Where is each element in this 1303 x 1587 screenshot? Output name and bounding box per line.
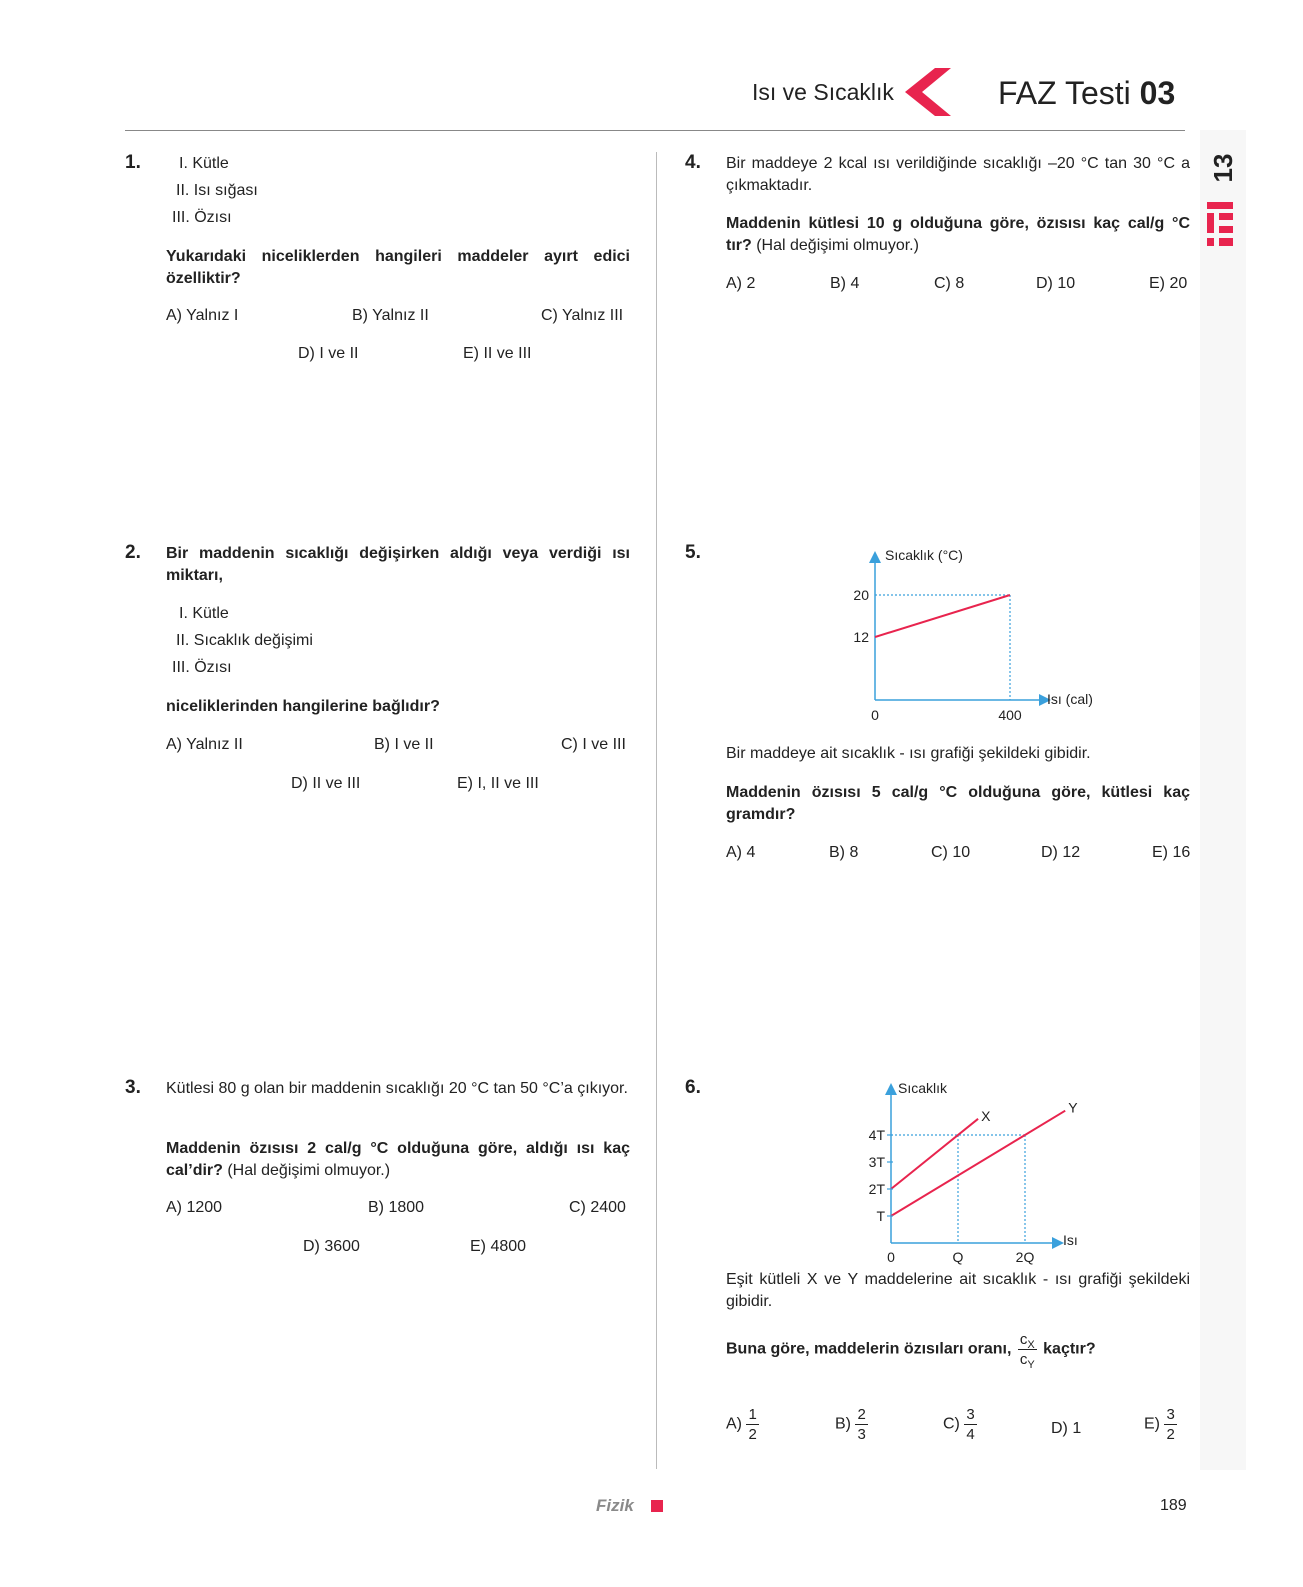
question-bold: Maddenin kütlesi 10 g olduğuna göre, özısısı kaç cal/g °C tır? <box>726 215 1190 254</box>
y-tick-label: 3T <box>868 1154 885 1170</box>
series-label: X <box>981 1107 991 1124</box>
x-tick-label: 2Q <box>1015 1249 1035 1265</box>
question-text <box>726 1330 1096 1369</box>
answer-option[interactable]: E) 4800 <box>470 1238 527 1255</box>
y-tick-label: 20 <box>853 587 869 603</box>
answer-option-b[interactable]: B) $\frac{2}{3}$ <box>835 1406 866 1443</box>
list-item: II. Sıcaklık değişimi <box>176 632 313 649</box>
answer-option[interactable]: C) 8 <box>934 275 965 292</box>
question-text: niceliklerinden hangilerine bağlıdır? <box>166 698 440 715</box>
list-item: I. Kütle <box>179 605 229 622</box>
question-number: 1. <box>125 152 141 173</box>
test-label: FAZ Testi <box>998 75 1131 111</box>
footer-subject: Fizik <box>596 1496 634 1515</box>
question-text <box>726 213 1190 257</box>
answer-option[interactable]: D) II ve III <box>291 775 361 792</box>
question-number: 5. <box>685 542 701 563</box>
question-number: 6. <box>685 1077 701 1098</box>
question-intro: Kütlesi 80 g olan bir maddenin sıcaklığı 20 °C tan 50 °C’a çıkıyor. <box>166 1080 628 1097</box>
answer-option[interactable]: A) 1200 <box>166 1199 223 1216</box>
answer-option[interactable]: A) 2 <box>726 275 756 292</box>
question-bold: Maddenin özısısı 2 cal/g °C olduğuna göre, aldığı ısı kaç cal’dir? <box>166 1140 630 1179</box>
svg-text:13: 13 <box>1208 153 1238 183</box>
answer-option[interactable]: E) II ve III <box>463 345 532 362</box>
question-text <box>166 1138 630 1182</box>
list-item: II. Isı sığası <box>176 182 258 199</box>
answer-option[interactable]: D) 10 <box>1036 275 1076 292</box>
question-number: 4. <box>685 152 701 173</box>
answer-option[interactable]: C) 2400 <box>569 1199 626 1216</box>
x-axis-label: Isı <box>1063 1232 1078 1248</box>
side-strip <box>1200 130 1246 1470</box>
header-divider <box>125 130 1185 131</box>
series-line <box>875 595 1010 637</box>
y-axis-label: Sıcaklık <box>898 1080 948 1096</box>
answer-option[interactable]: B) I ve II <box>374 736 434 753</box>
test-title <box>998 72 1175 114</box>
answer-option[interactable]: A) Yalnız II <box>166 736 243 753</box>
brand-logo-icon <box>1205 200 1235 257</box>
question-note: (Hal değişimi olmuyor.) <box>751 237 919 254</box>
question-description: Bir maddeye ait sıcaklık - ısı grafiği şekildeki gibidir. <box>726 745 1091 762</box>
question-description: Eşit kütleli X ve Y maddelerine ait sıcaklık - ısı grafiği şekildeki gibidir. <box>726 1271 1190 1310</box>
series-line-x <box>891 1119 978 1189</box>
answer-option-d[interactable]: D) 1 <box>1051 1420 1082 1437</box>
question-intro: Bir maddeye 2 kcal ısı verildiğinde sıcaklığı –20 °C tan 30 °C a çıkmaktadır. <box>726 155 1190 194</box>
y-tick-label: 4T <box>868 1127 885 1143</box>
answer-option[interactable]: B) 4 <box>830 275 860 292</box>
test-number: 03 <box>1139 75 1176 111</box>
chevron-left-icon <box>905 68 951 123</box>
answer-option[interactable]: B) 1800 <box>368 1199 425 1216</box>
y-tick-label: 2T <box>868 1181 885 1197</box>
question-suffix: kaçtır? <box>1043 1340 1096 1358</box>
page-number: 189 <box>1160 1497 1187 1514</box>
answer-option-e[interactable]: E) $\frac{3}{2}$ <box>1144 1406 1175 1443</box>
x-tick-label: Q <box>952 1249 964 1265</box>
answer-option-c[interactable]: C) $\frac{3}{4}$ <box>943 1406 975 1443</box>
series-label: Y <box>1068 1099 1078 1116</box>
temperature-heat-chart-xy <box>860 1078 1090 1268</box>
question-note: (Hal değişimi olmuyor.) <box>222 1162 391 1179</box>
answer-option[interactable]: A) Yalnız I <box>166 307 239 324</box>
x-tick-label: 400 <box>998 707 1022 723</box>
answer-option[interactable]: B) Yalnız II <box>352 307 429 324</box>
column-divider <box>656 152 657 1469</box>
question-number: 2. <box>125 542 141 563</box>
answer-option[interactable]: C) I ve III <box>561 736 626 753</box>
answer-option-a[interactable]: A) $\frac{1}{2}$ <box>726 1406 757 1443</box>
answer-option[interactable]: E) I, II ve III <box>457 775 539 792</box>
question-text: Maddenin özısısı 5 cal/g °C olduğuna göre, kütlesi kaç gramdır? <box>726 784 1190 823</box>
side-number <box>1198 140 1248 200</box>
series-line-y <box>891 1111 1065 1216</box>
answer-option[interactable]: B) 8 <box>829 844 859 861</box>
question-text: Yukarıdaki niceliklerden hangileri maddeler ayırt edici özelliktir? <box>166 248 630 287</box>
y-tick-label: T <box>876 1208 885 1224</box>
question-intro: Bir maddenin sıcaklığı değişirken aldığı veya verdiği ısı miktarı, <box>166 545 630 584</box>
question-prefix: Buna göre, maddelerin özısıları oranı, <box>726 1340 1012 1358</box>
answer-option[interactable]: D) I ve II <box>298 345 359 362</box>
answer-option[interactable]: A) 4 <box>726 844 756 861</box>
y-tick-label: 12 <box>853 629 869 645</box>
answer-option[interactable]: C) 10 <box>931 844 971 861</box>
x-tick-label: 0 <box>887 1249 895 1265</box>
x-tick-label: 0 <box>871 707 879 723</box>
answer-option[interactable]: C) Yalnız III <box>541 307 624 324</box>
topic-title: Isı ve Sıcaklık <box>752 79 894 105</box>
specific-heat-ratio: $\frac{c_X}{c_Y}$ <box>1019 1331 1035 1371</box>
square-icon <box>651 1500 663 1512</box>
answer-option[interactable]: D) 12 <box>1041 844 1081 861</box>
y-axis-label: Sıcaklık (°C) <box>885 547 963 563</box>
temperature-heat-chart <box>840 545 1110 725</box>
list-item: III. Özısı <box>172 659 232 676</box>
list-item: I. Kütle <box>179 155 229 172</box>
answer-option[interactable]: E) 20 <box>1149 275 1188 292</box>
x-axis-label: Isı (cal) <box>1047 691 1093 707</box>
answer-option[interactable]: E) 16 <box>1152 844 1191 861</box>
list-item: III. Özısı <box>172 209 232 226</box>
question-number: 3. <box>125 1077 141 1098</box>
answer-option[interactable]: D) 3600 <box>303 1238 360 1255</box>
